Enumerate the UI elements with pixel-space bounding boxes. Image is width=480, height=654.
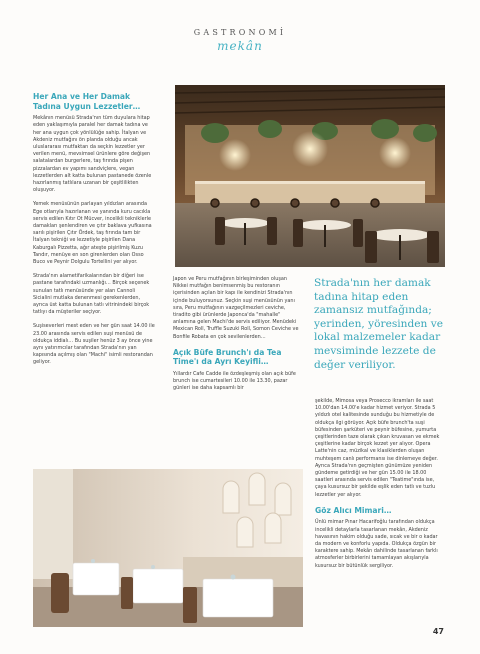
column-right: [315, 398, 443, 577]
column-middle: [173, 276, 301, 400]
magazine-section-brand: GASTRONOMİ: [193, 28, 287, 37]
page-number: 47: [432, 627, 444, 636]
page-header: [0, 28, 480, 53]
paragraph: Yemek menüsünün parlayan yıldızları arasında Ege otlarıyla hazırlanan ve yanında kuru cacıkla servis edilen Kıtır Ot Mücver, incelikli tekniklerle damakları şenlendiren ve çıtır baklava yufkasına sarılı pişirilen Çıtır Ördek, taş fırında tam bir İtalyan tekniği ve lezzetiyle pişirilen Dana Kaburgalı Pizzetta, ağır ateşte pişirilmiş Kuzu Tandır, menüye en son girenlerden olan Osso Buco ve Peynir Dolgulu Tortellini yer alıyor.: [33, 201, 152, 266]
restaurant-interior-illustration: [175, 85, 445, 267]
restaurant-interior-photo: [175, 85, 445, 267]
heading-goz-alici: Göz Alıcı Mimari…: [315, 505, 392, 515]
paragraph: şekilde, Mimosa veya Prosecco ikramları ile saat 10.00'dan 14.00'e kadar hizmet veriyor. Strada 5 yıldızlı otel kalitesinde sunduğu bu hizmetiyle de oldukça ilgi görüyor. Açık büfe brunch'ta suşi büfesinden şarküteri ve peynir büfesine, yumurta çeşitlerinden taze olarak çıkan kruvasan ve ekmek çeşitlerine kadar birçok lezzet yer alıyor. Opera Latte'nin caz, müzikal ve klasiklerden oluşan muhteşem canlı performansı ise dinlemeye değer. Ayrıca Strada'nın geçmişten günümüze yeniden gündeme getirdiği ve her gün 15.00 ile 18.00 saatleri arasında servis edilen "Teatime"ında ise, çaya kusursuz bir şekilde eşlik eden tatlı ve tuzlu lezzetler yer alıyor.: [315, 398, 440, 498]
dining-room-photo: [33, 469, 303, 627]
dining-room-illustration: [33, 469, 303, 627]
paragraph: Suşiseverleri mest eden ve her gün saat 14.00 ile 23.00 arasında servis edilen suşi menüsü de oldukça iddialı… Bu suşiler henüz 3 ay önce yine aynı yatırımcılar tarafından Strada'nın yan kapısında açılmış olan "Machi" isimli restorandan geliyor.: [33, 323, 155, 366]
paragraph: Ünlü mimar Pınar Hacarifoğlu tarafından oldukça incelikli detaylarla tasarlanan mekân, Akdeniz havasının hakim olduğu sade, sıcak ve bir o kadar da modern ve konforlu yapıda. Oldukça özgün bir karaktere sahip. Mekân dahilinde tasarlanan farklı atmosferler birbirlerini tamamlayan akışlarıyla kusursuz bir bütünlük sergiliyor.: [315, 519, 438, 569]
heading-her-ana: Her Ana ve Her Damak Tadına Uygun Lezzetler…: [33, 92, 141, 111]
paragraph: Japon ve Peru mutfağının birleşiminden oluşan Nikkei mutfağın benimsenmiş bu restoranın içerisinden açılan bir kapı ile kendinizi Strada'nın içinde buluyorsunuz. Seçkin suşi menüsünün yanı sıra, Peru mutfağının vazgeçilmezleri ceviche, tiradito gibi ürünlerde Japonca'da "mahalle" anlamına gelen Machi'de servis ediliyor. Menüdeki Mexican Roll, Truffle Suzuki Roll, Somon Ceviche ve Bonfile Robata en çok sevilenlerden…: [173, 276, 299, 340]
column-left: [33, 92, 155, 374]
paragraph: Strada'nın alametifarikalarından bir diğeri ise pastane tarafındaki uzmanlığı… Birçok seçenek sunulan tatlı menüsünde yer alan Cannoli Sicialini mutlaka denenmesi gerekenlerden, ayrıca üst katta bulunan tatlı vitrinindeki birçok tatlıyı da müşteriler seçiyor.: [33, 273, 150, 316]
paragraph: Mekânın menüsü Strada'nın tüm duyulara hitap eden yaklaşımıyla paralel her damak tadına ve her ana uygun çok yönlülüğe sahip. İtalyan ve Akdeniz mutfağını ön planda olduğu ancak uluslararası mutfaktan da seçkin lezzetler yer verilen menü, mevsimsel ürünlere göre değişen salatalardan burgerlere, taş fırında pişen pizzalardan ev yapımı sandviçlere, vegan lezzetlerden alt katta bulunan pastanede özenle hazırlanmış tatlılara uzanan bir çeşitlilikten oluşuyor.: [33, 115, 152, 194]
pull-quote: Strada'nın her damak tadına hitap eden zamansız mutfağında; yerinden, yöresinden ve lokal malzemeler kadar mevsiminde lezzete de değer veriliyor.: [314, 277, 443, 371]
paragraph: Yıllardır Cafe Cadde ile özdeşleşmiş olan açık büfe brunch ise cumartesileri 10.00 ile 13.30, pazar günleri ise daha kapsamlı bir: [173, 371, 296, 392]
heading-brunch: Açık Büfe Brunch'ı da Tea Time'ı da Ayrı Keyifli…: [173, 347, 282, 367]
section-title: mekân: [217, 39, 263, 53]
